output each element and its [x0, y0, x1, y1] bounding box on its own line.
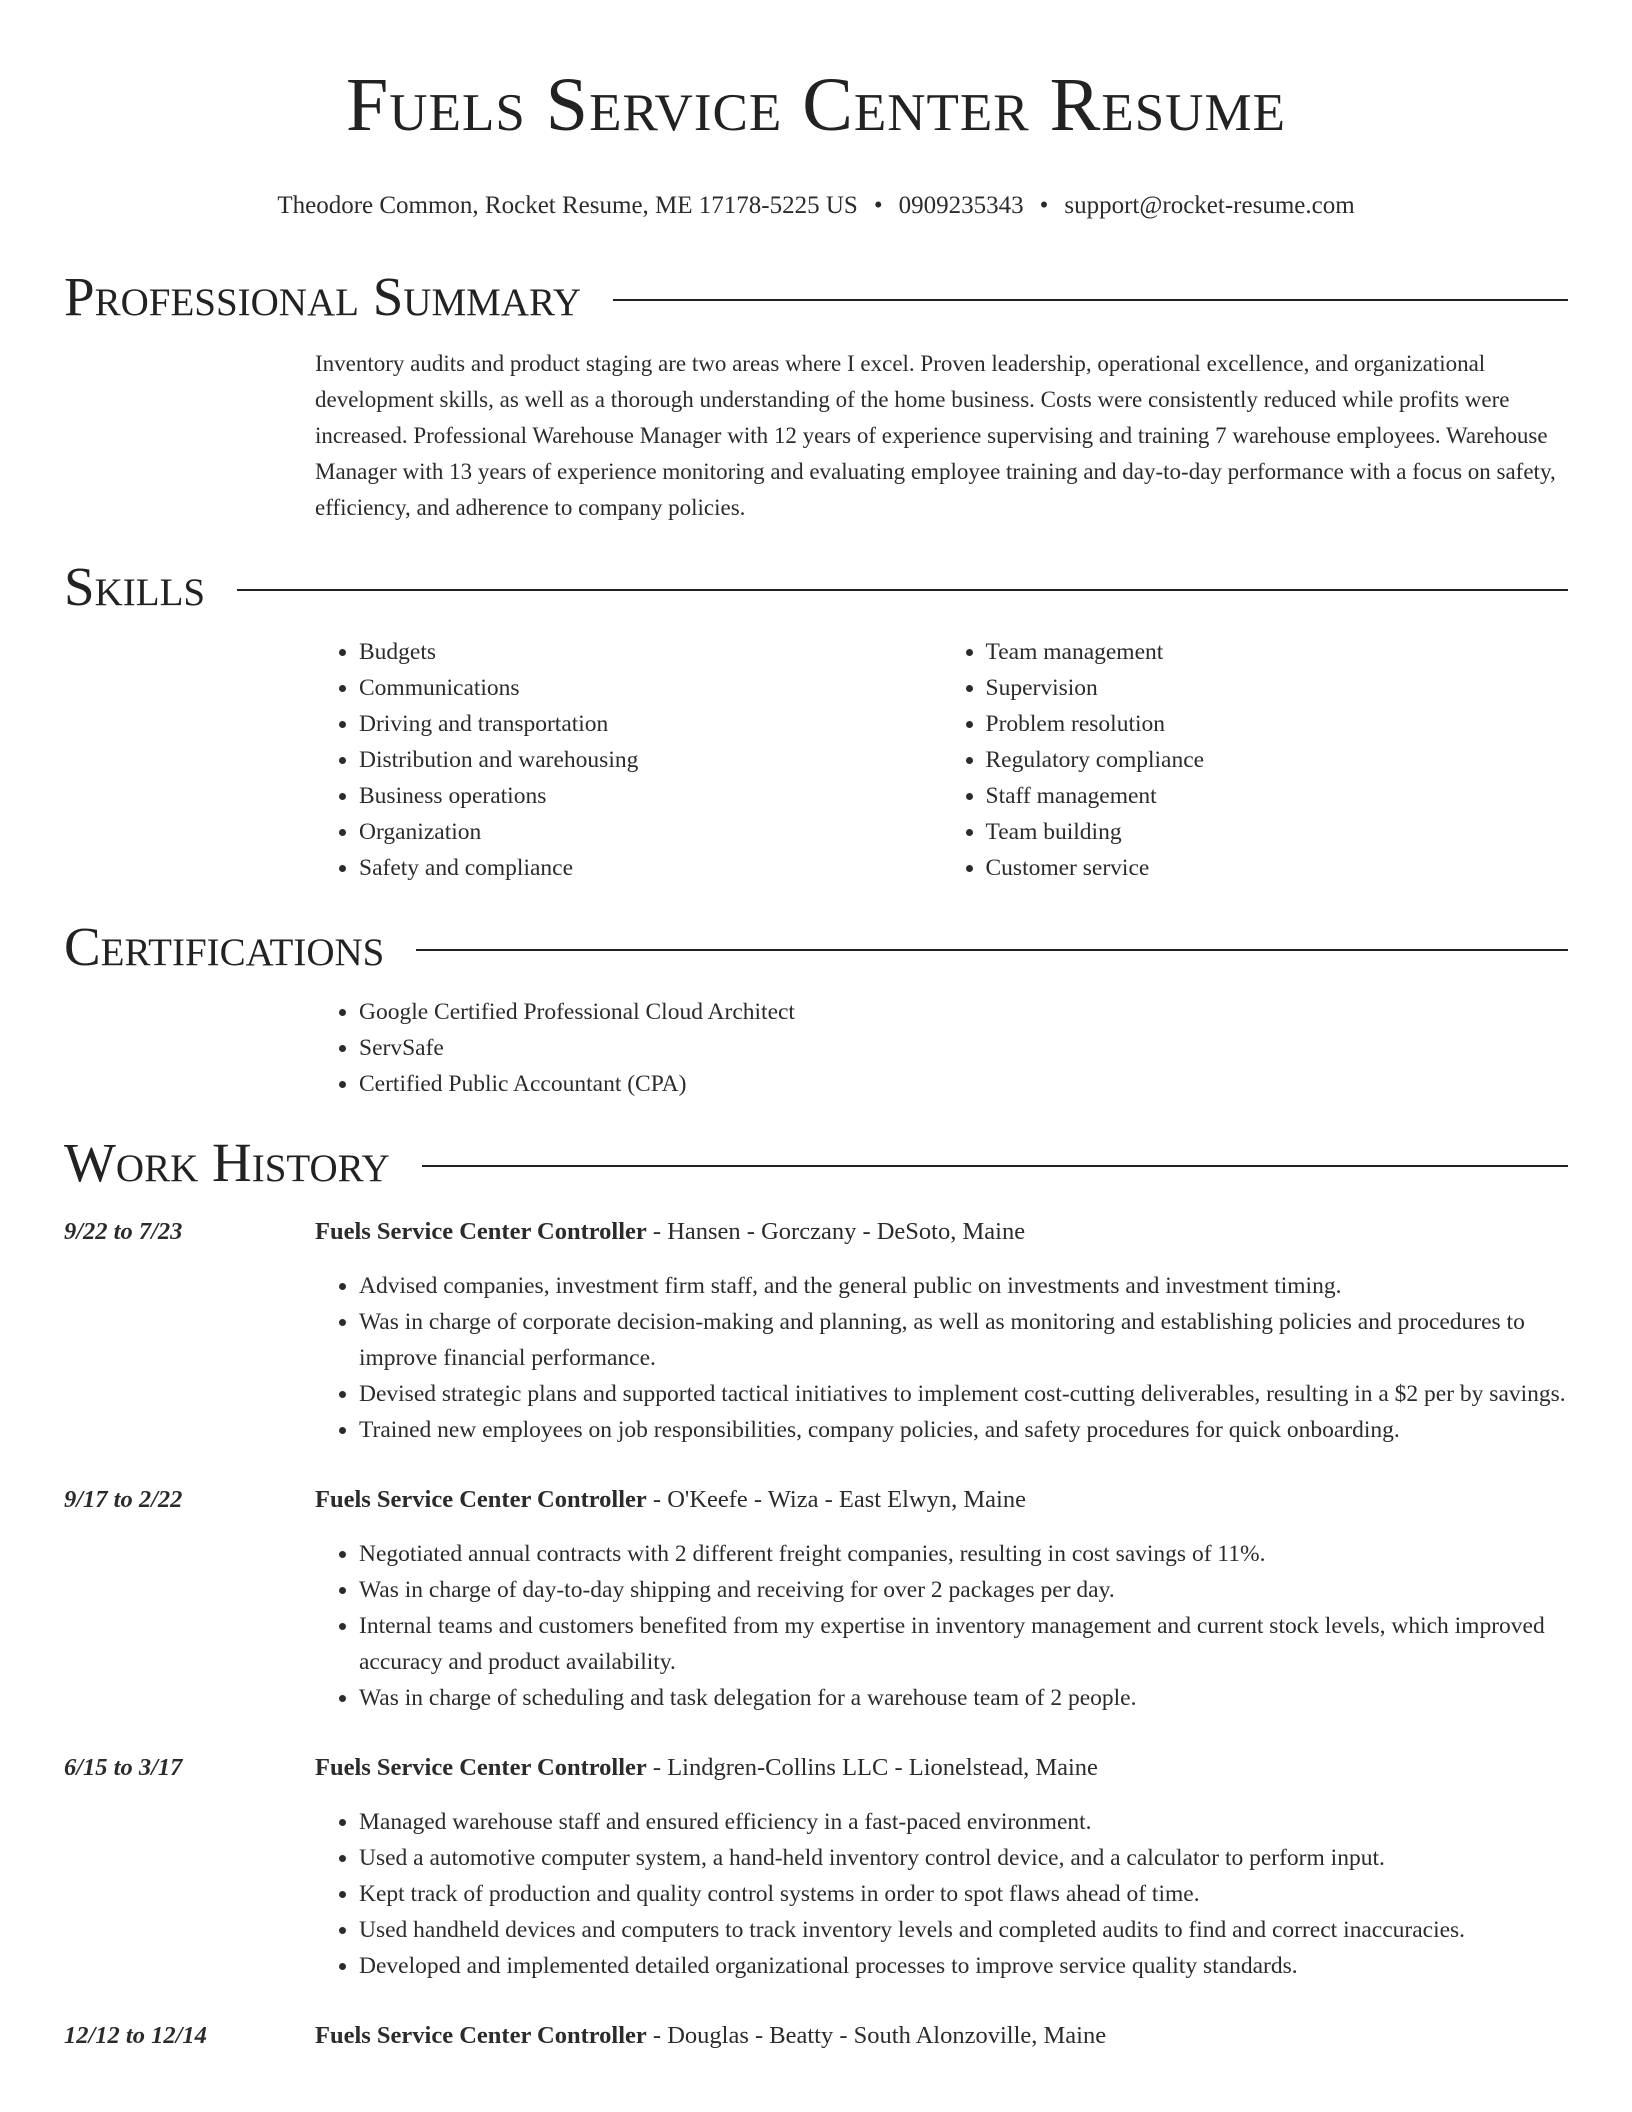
- contact-separator: •: [873, 192, 883, 219]
- skills-list-left: [315, 634, 942, 886]
- section-divider: [613, 299, 1568, 301]
- job-role: Fuels Service Center Controller: [315, 1218, 647, 1245]
- skill-item: • Driving and transportation: [359, 706, 942, 742]
- job-bullet: • Used handheld devices and computers to track inventory levels and completed audits to find and correct inaccuracies.: [359, 1912, 1568, 1948]
- skill-item: • Problem resolution: [986, 706, 1569, 742]
- job-bullet: • Kept track of production and quality control systems in order to spot flaws ahead of time.: [359, 1876, 1568, 1912]
- job-bullet: • Internal teams and customers benefited from my expertise in inventory management and current stock levels, which improved accuracy and product availability.: [359, 1608, 1568, 1680]
- job-employer: - Hansen - Gorczany - DeSoto, Maine: [646, 1218, 1026, 1245]
- skill-item: • Team building: [986, 814, 1569, 850]
- job-bullet: • Managed warehouse staff and ensured efficiency in a fast-paced environment.: [359, 1804, 1568, 1840]
- skill-item: • Organization: [359, 814, 942, 850]
- skill-item: • Regulatory compliance: [986, 742, 1569, 778]
- contact-line: [64, 190, 1568, 222]
- section-divider: [416, 949, 1568, 951]
- certifications-heading: Certifications: [64, 916, 385, 977]
- job-dates: 12/12 to 12/14: [64, 2022, 207, 2049]
- skills-list-right: [942, 634, 1569, 886]
- job-entry: [64, 1214, 1568, 1448]
- job-role: Fuels Service Center Controller: [315, 1486, 647, 1513]
- job-content: [315, 1750, 1568, 1984]
- certifications-block: [315, 994, 1568, 1102]
- work-history-section-header: [64, 1132, 1568, 1194]
- job-title-line: [315, 2018, 1568, 2054]
- job-title-line: [315, 1482, 1568, 1518]
- job-dates: 9/22 to 7/23: [64, 1218, 183, 1245]
- job-employer: - O'Keefe - Wiza - East Elwyn, Maine: [646, 1486, 1026, 1513]
- job-title-line: [315, 1214, 1568, 1250]
- section-divider: [237, 589, 1568, 591]
- summary-heading: Professional Summary: [64, 266, 582, 327]
- contact-address: Theodore Common, Rocket Resume, ME 17178-5225 US: [277, 192, 858, 219]
- summary-section-header: [64, 266, 1568, 328]
- job-content: [315, 2018, 1568, 2054]
- job-bullet: • Was in charge of scheduling and task delegation for a warehouse team of 2 people.: [359, 1680, 1568, 1716]
- job-bullet: • Developed and implemented detailed organizational processes to improve service quality standards.: [359, 1948, 1568, 1984]
- job-bullet: • Was in charge of corporate decision-making and planning, as well as monitoring and establishing policies and procedures to improve financial performance.: [359, 1304, 1568, 1376]
- skill-item: • Team management: [986, 634, 1569, 670]
- skill-item: • Staff management: [986, 778, 1569, 814]
- job-entry: [64, 1750, 1568, 1984]
- job-content: [315, 1482, 1568, 1716]
- skill-item: • Budgets: [359, 634, 942, 670]
- job-bullets: [315, 1268, 1568, 1448]
- job-dates: 9/17 to 2/22: [64, 1486, 183, 1513]
- skill-item: • Safety and compliance: [359, 850, 942, 886]
- summary-text: Inventory audits and product staging are two areas where I excel. Proven leadership, operational excellence, and organizational development skills, as well as a thorough understanding of the home business. Costs were consistently reduced while profits were increased. Professional Warehouse Manager with 12 years of experience supervising and training 7 warehouse employees. Warehouse Manager with 13 years of experience monitoring and evaluating employee training and day-to-day performance with a focus on safety, efficiency, and adherence to company policies.: [315, 351, 1556, 520]
- job-role: Fuels Service Center Controller: [315, 2022, 647, 2049]
- job-entry: [64, 2018, 1568, 2054]
- skill-item: • Communications: [359, 670, 942, 706]
- job-bullet: • Was in charge of day-to-day shipping and receiving for over 2 packages per day.: [359, 1572, 1568, 1608]
- job-content: [315, 1214, 1568, 1448]
- job-entry: [64, 1482, 1568, 1716]
- certification-item: • ServSafe: [359, 1030, 1568, 1066]
- skills-grid: [315, 634, 1568, 886]
- skills-heading: Skills: [64, 556, 206, 617]
- contact-email: support@rocket-resume.com: [1064, 192, 1355, 219]
- job-employer: - Douglas - Beatty - South Alonzoville, Maine: [646, 2022, 1107, 2049]
- resume-title: Fuels Service Center Resume: [346, 63, 1286, 147]
- job-bullet: • Used a automotive computer system, a hand-held inventory control device, and a calculator to perform input.: [359, 1840, 1568, 1876]
- skill-item: • Supervision: [986, 670, 1569, 706]
- certifications-list: [315, 994, 1568, 1102]
- certification-item: • Certified Public Accountant (CPA): [359, 1066, 1568, 1102]
- skills-section-header: [64, 556, 1568, 618]
- skill-item: • Distribution and warehousing: [359, 742, 942, 778]
- job-dates: 6/15 to 3/17: [64, 1754, 183, 1781]
- skill-item: • Business operations: [359, 778, 942, 814]
- job-role: Fuels Service Center Controller: [315, 1754, 647, 1781]
- job-bullets: [315, 1804, 1568, 1984]
- job-bullet: • Negotiated annual contracts with 2 different freight companies, resulting in cost savings of 11%.: [359, 1536, 1568, 1572]
- certification-item: • Google Certified Professional Cloud Architect: [359, 994, 1568, 1030]
- certifications-section-header: [64, 916, 1568, 978]
- job-bullet: • Advised companies, investment firm staff, and the general public on investments and investment timing.: [359, 1268, 1568, 1304]
- section-divider: [422, 1165, 1568, 1167]
- work-history-heading: Work History: [64, 1132, 390, 1193]
- job-employer: - Lindgren-Collins LLC - Lionelstead, Maine: [646, 1754, 1098, 1781]
- job-bullet: • Devised strategic plans and supported tactical initiatives to implement cost-cutting deliverables, resulting in a $2 per by savings.: [359, 1376, 1568, 1412]
- contact-separator: •: [1039, 192, 1049, 219]
- contact-phone: 0909235343: [898, 192, 1024, 219]
- job-bullets: [315, 1536, 1568, 1716]
- skill-item: • Customer service: [986, 850, 1569, 886]
- job-bullet: • Trained new employees on job responsibilities, company policies, and safety procedures for quick onboarding.: [359, 1412, 1568, 1448]
- job-title-line: [315, 1750, 1568, 1786]
